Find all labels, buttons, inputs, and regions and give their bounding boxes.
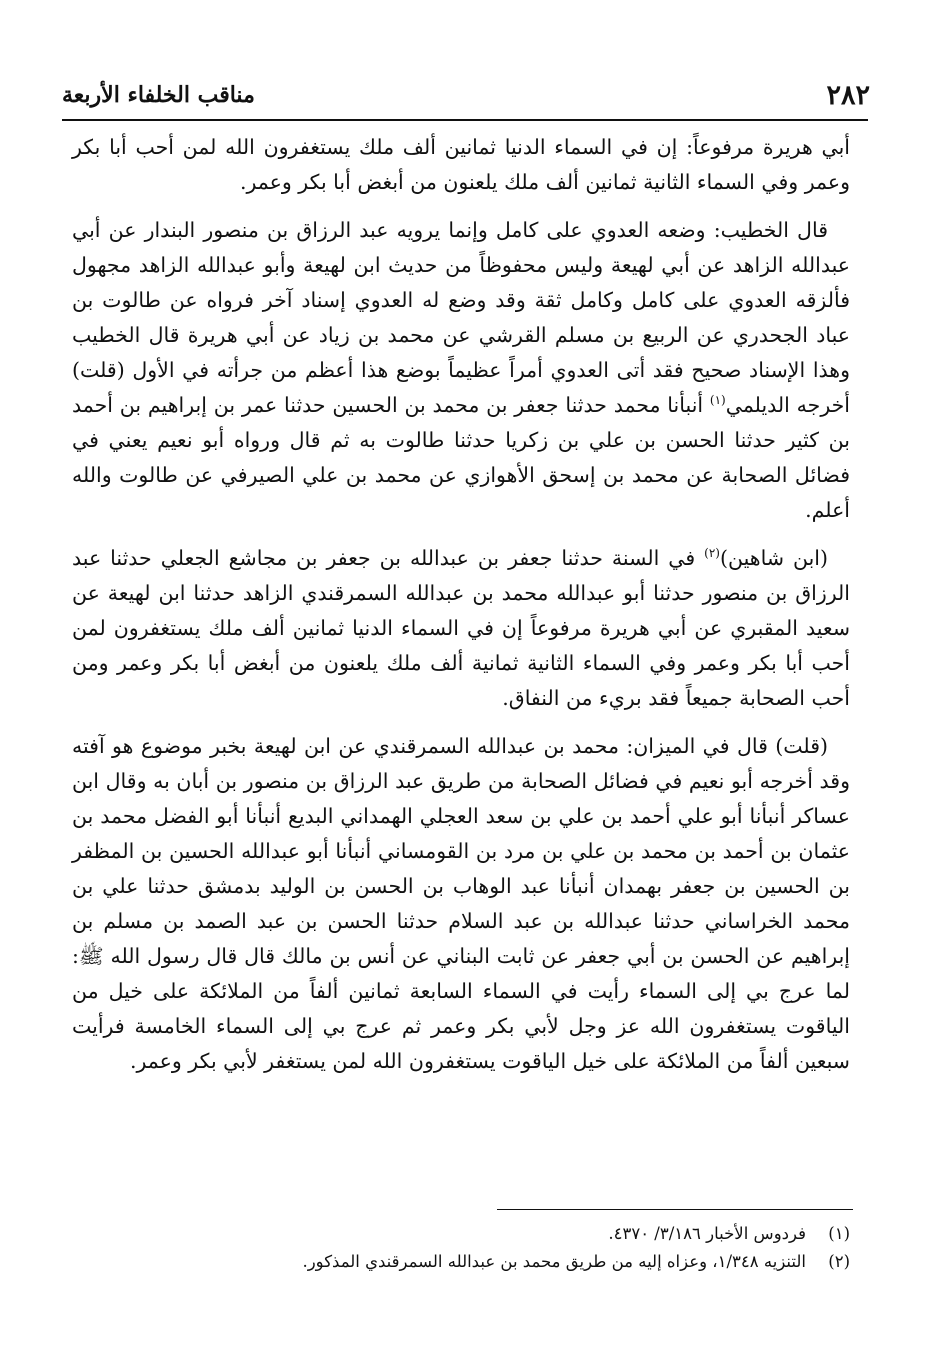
footnotes [120,1220,850,1276]
footnote-ref-2: (٢) [704,546,720,561]
paragraph-2-text-b: أنبأنا محمد حدثنا جعفر بن محمد بن الحسين حدثنا عمر بن إبراهيم بن أحمد بن كثير حدثنا الحسن بن علي بن زكريا حدثنا طالوت به ثم قال ورواه أبو نعيم يعني في فضائل الصحابة عن محمد بن إسحق الأهوازي عن محمد بن علي الصيرفي عن طالوت والله أعلم. [72,393,850,522]
paragraph-1: أبي هريرة مرفوعاً: إن في السماء الدنيا ثمانين ألف ملك يستغفرون الله لمن أحب أبا بكر وعمر وفي السماء الثانية ثمانين ألف ملك يلعنون من أبغض أبا بكر وعمر. [72,135,850,194]
paragraph-4-text: (قلت) قال في الميزان: محمد بن عبدالله السمرقندي عن ابن لهيعة بخبر موضوع هو آفته وقد أخرجه أبو نعيم في فضائل الصحابة من طريق عبد الرزاق بن منصور بن أبان به وقال ابن عساكر أنبأنا أبو علي أحمد بن علي بن سعد العجلي الهمداني البديع أنبأنا أبو الفضل محمد بن عثمان بن أحمد بن محمد بن علي بن مرد بن القومساني أنبأنا أبو عبدالله الحسين بن المظفر بن الحسين بن جعفر بهمدان أنبأنا عبد الوهاب بن الحسن بن الوليد بدمشق حدثنا علي بن محمد الخراساني حدثنا عبدالله بن عبد السلام حدثنا الحسن بن عبد الصمد بن مسلم بن إبراهيم عن الحسن بن أبي جعفر عن ثابت البناني عن أنس بن مالك قال قال رسول الله ﷺ: لما عرج بي إلى السماء رأيت في السماء السابعة ثمانين ألفاً من الملائكة على خيل من الياقوت يستغفرون الله عز وجل لأبي بكر وعمر ثم عرج بي إلى السماء الخامسة فرأيت سبعين ألفاً من الملائكة على خيل الياقوت يستغفرون الله لمن يستغفر لأبي بكر وعمر. [72,734,850,1073]
main-text [72,130,850,1079]
footnote-ref-1: (١) [709,393,726,408]
paragraph-3 [72,541,850,716]
paragraph-4 [72,729,850,1079]
page-header [62,78,870,114]
footnote-marker: (٢) [828,1252,850,1271]
paragraph-2-text-a: قال الخطيب: وضعه العدوي على كامل وإنما يرويه عبد الرزاق بن منصور البندار عن أبي عبدالله الزاهد عن أبي لهيعة وليس محفوظاً من حديث ابن لهيعة وأبو عبدالله الزاهد مجهول فألزقه العدوي على كامل وكامل ثقة وقد وضع له العدوي إسناد آخر فرواه عن طالوت بن عباد الجحدري عن الربيع بن مسلم القرشي عن محمد بن زياد عن أبي هريرة قال الخطيب وهذا الإسناد صحيح فقد أتى العدوي أمراً عظيماً بوضع هذا أعظم من جرأته في الأول (قلت) أخرجه الديلمي [72,218,851,417]
footnote-divider [497,1209,853,1210]
footnote-2 [120,1248,850,1276]
paragraph-3-text-a: (ابن شاهين) [719,546,828,570]
paragraph-3-text-b: في السنة حدثنا جعفر بن عبدالله بن جعفر بن مجاشع الجعلي حدثنا عبد الرزاق بن منصور حدثنا أبو عبدالله محمد بن عبدالله السمرقندي الزاهد حدثنا ابن لهيعة عن سعيد المقبري عن أبي هريرة مرفوعاً إن في السماء الدنيا ثمانين ألف ملك يستغفرون لمن أحب أبا بكر وعمر وفي السماء الثانية ثمانية ألف ملك يلعنون من أبغض أبا بكر وعمر ومن أحب الصحابة جميعاً فقد بريء من النفاق. [72,546,850,710]
running-title: مناقب الخلفاء الأربعة [62,82,255,108]
page-number: ٢٨٢ [826,80,870,111]
footnote-text: التنزيه ١/٣٤٨، وعزاه إليه من طريق محمد بن عبدالله السمرقندي المذكور. [302,1252,806,1271]
header-divider [62,119,868,121]
footnote-marker: (١) [828,1224,850,1243]
footnote-text: فردوس الأخبار ٣/١٨٦/ ٤٣٧٠. [608,1224,806,1243]
footnote-1 [120,1220,850,1248]
paragraph-2 [72,213,850,528]
